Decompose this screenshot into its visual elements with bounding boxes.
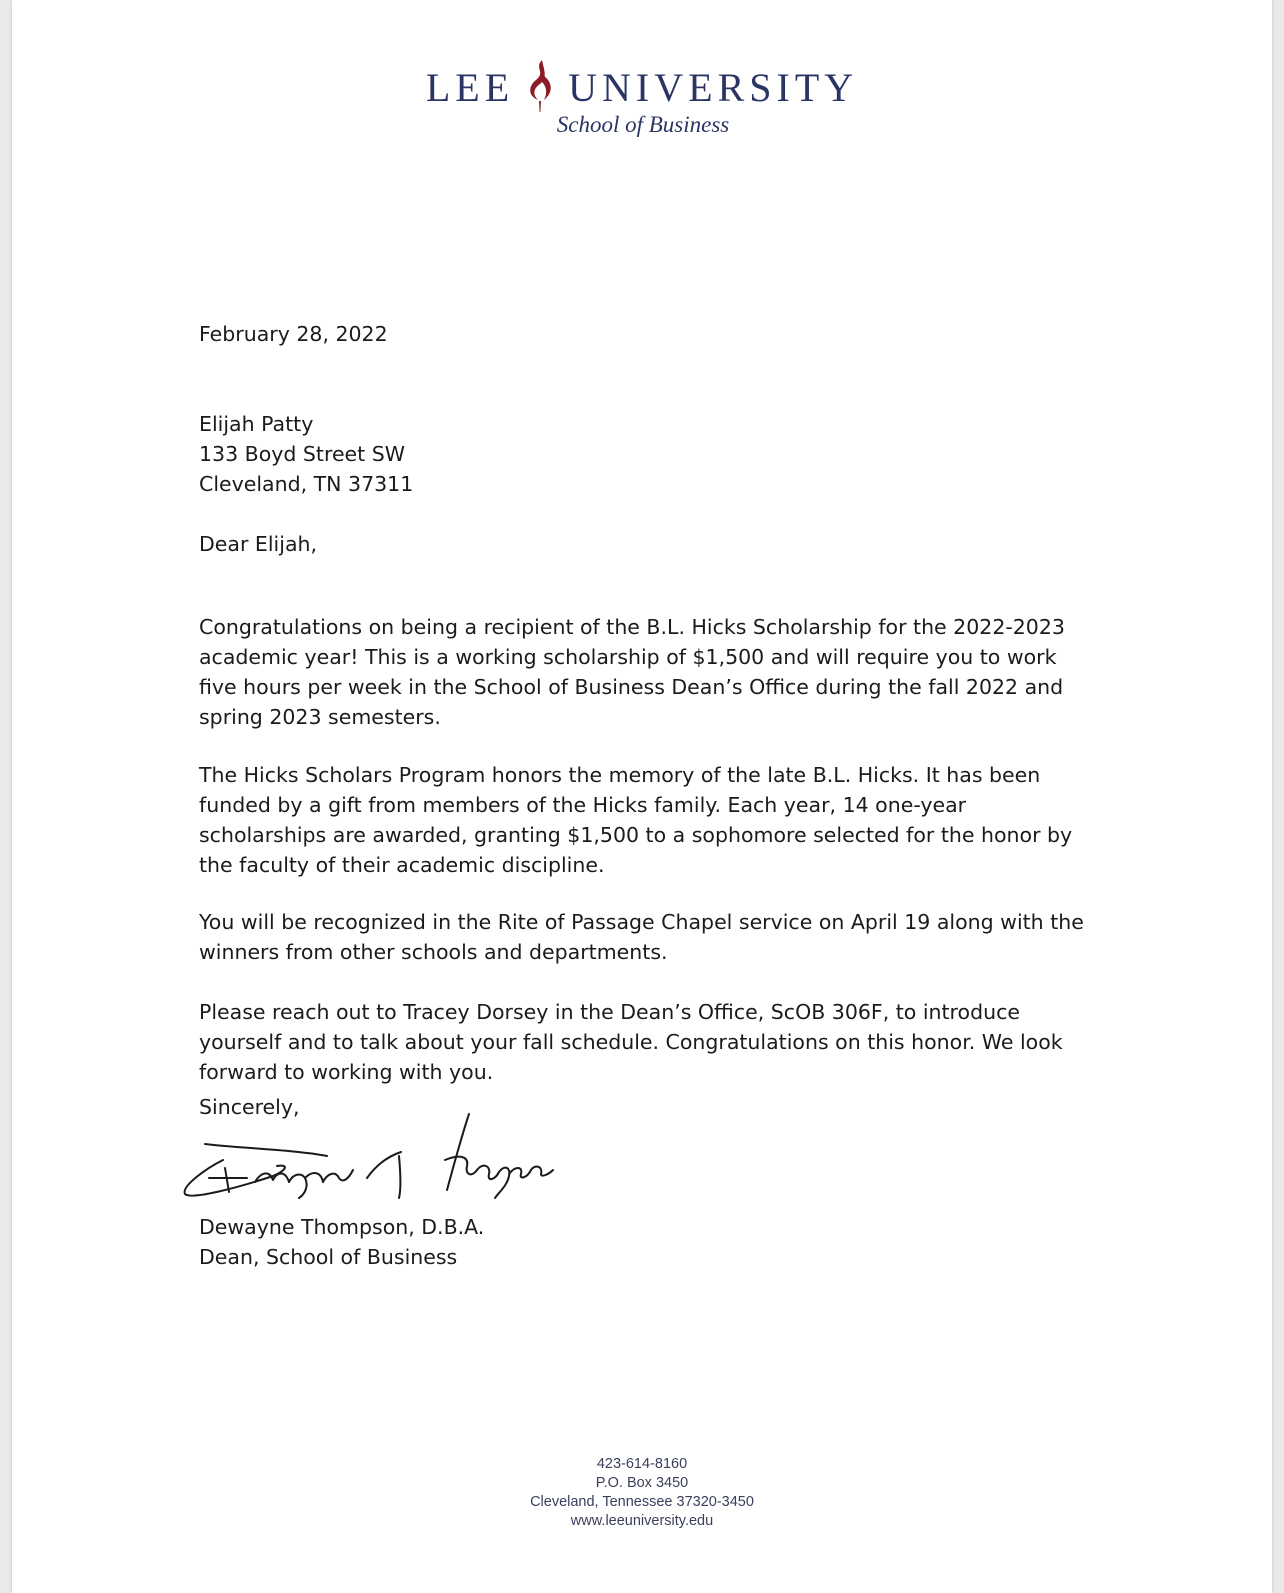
- footer-po-box: P.O. Box 3450: [595, 1475, 689, 1491]
- letterhead-footer: [12, 1455, 1272, 1531]
- school-subtitle: School of Business: [556, 112, 730, 137]
- university-wordmark: [426, 52, 858, 108]
- recipient-name: Elijah Patty: [199, 412, 314, 436]
- paragraph-congratulations: Congratulations on being a recipient of the B.L. Hicks Scholarship for the 2022-2023 academic year! This is a working scholarship of $1,500 and will require you to work five hours per week in the School of Business Dean’s Office during the fall 2022 and spring 2023 semesters.: [199, 614, 1065, 729]
- footer-phone: 423-614-8160: [596, 1456, 688, 1472]
- paragraph-program: The Hicks Scholars Program honors the memory of the late B.L. Hicks. It has been funded by a gift from members of the Hicks family. Each year, 14 one-year scholarships are awarded, granting $1,500 to a sophomore selected for the honor by the faculty of their academic discipline.: [199, 762, 1073, 877]
- signer-title: Dean, School of Business: [199, 1245, 458, 1269]
- letterhead: [12, 52, 1272, 138]
- closing: Sincerely,: [199, 1095, 300, 1119]
- wordmark-lee: LEE: [425, 65, 515, 110]
- paragraph-recognition: You will be recognized in the Rite of Passage Chapel service on April 19 along with the winners from other schools and departments.: [199, 909, 1084, 964]
- wordmark-university: UNIVERSITY: [568, 65, 859, 110]
- signer-name: Dewayne Thompson, D.B.A.: [199, 1215, 485, 1239]
- recipient-city: Cleveland, TN 37311: [199, 472, 414, 496]
- recipient-street: 133 Boyd Street SW: [199, 442, 406, 466]
- footer-city: Cleveland, Tennessee 37320-3450: [530, 1494, 754, 1510]
- signature-block: [199, 1212, 1099, 1272]
- flame-logo-icon: [520, 58, 560, 114]
- letter-page: [12, 0, 1272, 1593]
- salutation: Dear Elijah,: [199, 532, 318, 556]
- letter-date: February 28, 2022: [199, 322, 388, 346]
- handwritten-signature: [177, 1108, 557, 1208]
- paragraph-contact: Please reach out to Tracey Dorsey in the Dean’s Office, ScOB 306F, to introduce yourself and to talk about your fall schedule. Congratulations on this honor. We look forward to working with you.: [199, 999, 1063, 1084]
- recipient-address: [199, 409, 1099, 499]
- footer-website: www.leeuniversity.edu: [570, 1513, 714, 1529]
